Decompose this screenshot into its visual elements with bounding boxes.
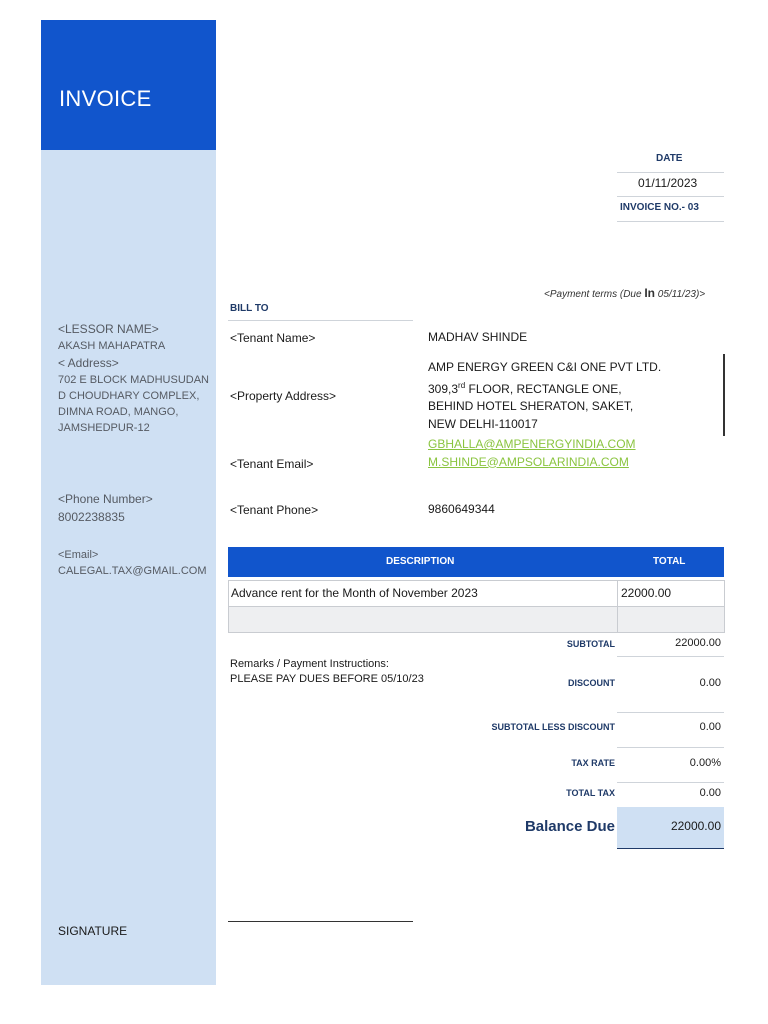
remarks-text: PLEASE PAY DUES BEFORE 05/10/23 [230,673,424,685]
lessor-email-label: <Email> [58,549,99,561]
subtotal-less-discount-label: SUBTOTAL LESS DISCOUNT [491,722,615,732]
tenant-name: MADHAV SHINDE [428,330,528,344]
property-address: AMP ENERGY GREEN C&I ONE PVT LTD. 309,3rd FLOOR, RECTANGLE ONE, BEHIND HOTEL SHERATON, SAKET, NEW DELHI-110017 [428,360,662,431]
tenant-email-label: <Tenant Email> [230,457,314,471]
table-header [228,547,724,577]
invoice-date: 01/11/2023 [638,176,698,190]
divider [617,712,724,713]
payment-terms: <Payment terms (Due In 05/11/23)> [544,286,706,300]
tenant-phone: 9860649344 [428,502,495,516]
tenant-phone-label: <Tenant Phone> [230,503,319,517]
column-header-description: DESCRIPTION [386,556,455,567]
divider [617,656,724,657]
divider [617,221,724,222]
column-header-total: TOTAL [653,556,686,567]
total-tax-value: 0.00 [699,787,721,799]
invoice-number: INVOICE NO.- 03 [620,202,699,213]
table-row [228,580,725,607]
divider [617,747,724,748]
subtotal-less-discount-value: 0.00 [699,721,721,733]
tenant-emails [428,436,636,471]
lessor-phone-label: <Phone Number> [58,492,153,506]
signature-label: SIGNATURE [58,924,128,938]
total-tax-label: TOTAL TAX [566,788,615,798]
discount-label: DISCOUNT [568,678,615,688]
tenant-email-link[interactable]: M.SHINDE@AMPSOLARINDIA.COM [428,454,629,469]
divider [617,196,724,197]
lessor-address-line: JAMSHEDPUR-12 [58,422,150,434]
balance-due-value: 22000.00 [670,819,721,833]
subtotal-value: 22000.00 [675,637,721,649]
remarks-label: Remarks / Payment Instructions: [230,658,389,670]
signature-line [228,921,413,922]
row-description: Advance rent for the Month of November 2023 [231,586,478,600]
lessor-name-label: <LESSOR NAME> [58,322,159,336]
property-address-label: <Property Address> [230,389,337,403]
discount-value: 0.00 [699,677,721,689]
lessor-email: CALEGAL.TAX@GMAIL.COM [58,565,207,577]
tax-rate-value: 0.00% [689,757,721,769]
lessor-address-line: D CHOUDHARY COMPLEX, [58,390,200,402]
row-total: 22000.00 [621,586,672,600]
lessor-address-line: DIMNA ROAD, MANGO, [58,406,179,418]
table-row [228,606,725,633]
lessor-phone: 8002238835 [58,510,125,524]
divider [228,320,413,321]
balance-due-label: Balance Due [524,818,615,835]
lessor-address-label: < Address> [58,356,119,370]
subtotal-label: SUBTOTAL [566,639,615,649]
field-border [723,354,725,436]
lessor-address-line: 702 E BLOCK MADHUSUDAN [58,374,209,386]
invoice-title: INVOICE [59,86,152,111]
bill-to-label: BILL TO [230,303,269,314]
tenant-name-label: <Tenant Name> [230,331,316,345]
tax-rate-label: TAX RATE [571,758,615,768]
divider [617,782,724,783]
date-label: DATE [656,153,683,164]
tenant-email-link[interactable]: GBHALLA@AMPENERGYINDIA.COM [428,437,636,451]
lessor-name: AKASH MAHAPATRA [58,340,166,352]
sidebar-header [41,20,216,150]
divider [617,172,724,173]
